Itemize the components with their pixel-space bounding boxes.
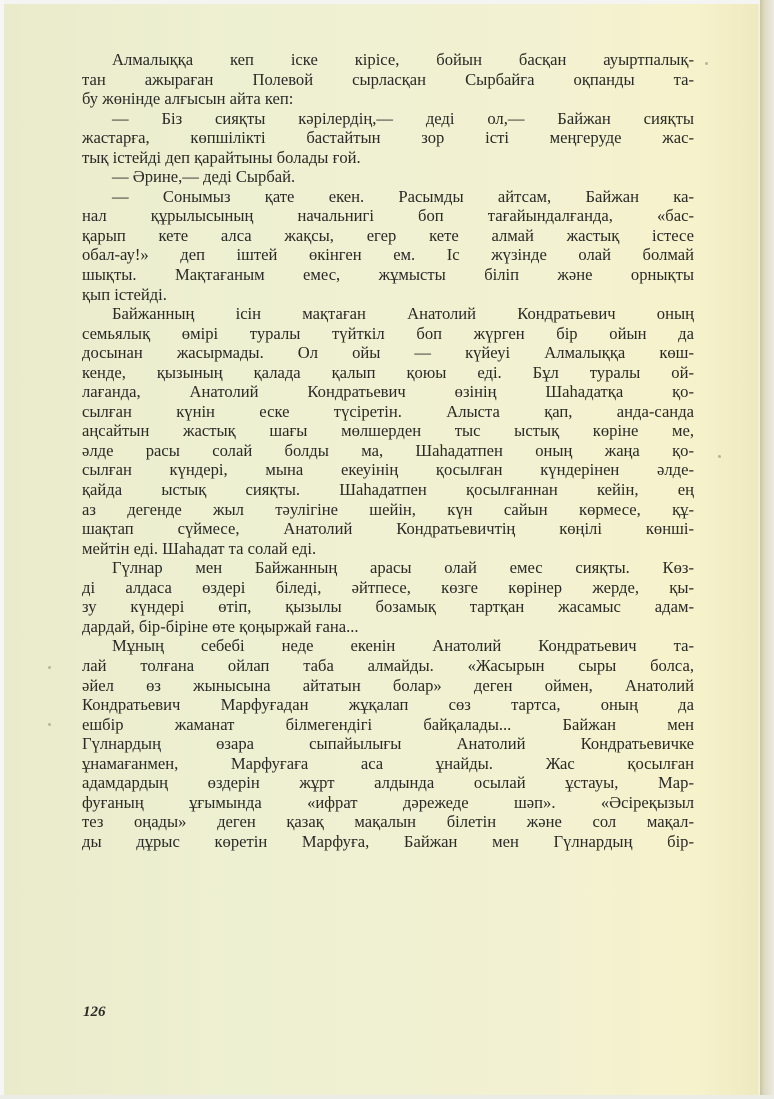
text-line: ды дұрыс көретін Марфуға, Байжан мен Гүлнардың бір- (82, 831, 694, 851)
text-line: — Әрине,— деді Сырбай. (112, 167, 296, 187)
text-line: тез оңады» деген қазақ мақалын білетін және сол мақал- (82, 812, 694, 832)
text-line: Мұның себебі неде екенін Анатолий Кондратьевич та- (112, 636, 694, 656)
text-line: тан ажыраған Полевой сырласқан Сырбайға оқпанды та- (82, 69, 694, 89)
body-text (82, 50, 694, 851)
text-line: лағанда, Анатолий Кондратьевич өзінің Шаһадатқа қо- (82, 382, 694, 402)
text-line: Алмалыққа кеп іске кірісе, бойын басқан ауыртпалық- (112, 50, 694, 69)
paper-speck (705, 62, 708, 65)
scan-border-bottom (0, 1095, 774, 1099)
text-line: — Біз сияқты кәрілердің,— деді ол,— Байжан сияқты (112, 108, 694, 128)
text-line: қайда ыстық сияқты. Шаһадатпен қосылғаннан кейін, ең (82, 480, 694, 500)
text-line: Кондратьевич Марфуғадан жұқалап сөз тартса, оның да (82, 695, 694, 715)
text-line: аңсайтын жастық шағы мөлшерден тыс ыстық көріне ме, (82, 421, 694, 441)
text-line: семьялық өмірі туралы түйткіл боп жүрген бір ойын да (82, 323, 694, 343)
text-line: нал құрылысының начальнигі боп тағайындалғанда, «бас- (82, 206, 694, 226)
scan-border-top (0, 0, 774, 4)
text-line: қып істейді. (82, 284, 167, 304)
text-line: мейтін еді. Шаһадат та солай еді. (82, 538, 317, 558)
text-line: сылған күндері, мына екеуінің қосылған күндерінен әлде- (82, 460, 694, 480)
page-edge-shadow (760, 0, 774, 1099)
scan-border-left (0, 0, 4, 1099)
paper-speck (48, 723, 51, 726)
paper-speck (718, 455, 721, 458)
text-line: шақтап сүймесе, Анатолий Кондратьевичтің көңілі көнші- (82, 519, 694, 539)
text-line: обал-ау!» деп іштей өкінген ем. Іс жүзінде олай болмай (82, 245, 694, 265)
text-line: ұнамағанмен, Марфуғаға аса ұнайды. Жас қосылған (82, 753, 694, 773)
text-line: досынан жасырмады. Ол ойы — күйеуі Алмалыққа көш- (82, 343, 694, 363)
text-line: Гүлнар мен Байжанның арасы олай емес сияқты. Көз- (112, 558, 694, 578)
text-line: қарып кете алса жақсы, егер кете алмай жастық істесе (82, 225, 694, 245)
text-line: — Сонымыз қате екен. Расымды айтсам, Байжан ка- (112, 186, 694, 206)
text-line: лай толғана ойлап таба алмайды. «Жасырын сыры болса, (82, 655, 694, 675)
text-line: аз дегенде жыл тәулігіне шейін, күн сайын көрмесе, құ- (82, 499, 694, 519)
text-line: Байжанның ісін мақтаған Анатолий Кондратьевич оның (112, 304, 694, 324)
text-line: адамдардың өздерін жұрт алдында осылай ұстауы, Мар- (82, 773, 694, 793)
text-line: тық істейді деп қарайтыны болады ғой. (82, 147, 361, 167)
text-line: бу жөнінде алғысын айта кеп: (82, 89, 294, 109)
text-line: дардай, бір-біріне өте қоңыржай ғана... (82, 616, 359, 636)
text-line: ді алдаса өздері біледі, әйтпесе, көзге көрінер жерде, қы- (82, 577, 694, 597)
text-line: Гүлнардың өзара сыпайылығы Анатолий Кондратьевичке (82, 734, 694, 754)
text-line: сылған күнін еске түсіретін. Алыста қап, анда-санда (82, 401, 694, 421)
text-line: жастарға, көпшілікті бастайтын зор істі меңгеруде жас- (82, 128, 694, 148)
text-line: ешбір жаманат білмегендігі байқалады... Байжан мен (82, 714, 694, 734)
text-line: әйел өз жынысына айтатын болар» деген оймен, Анатолий (82, 675, 694, 695)
text-line: фуғаның ұғымында «ифрат дәрежеде шәп». «Әсірeқызыл (82, 792, 694, 812)
text-line: кенде, қызының қалада қалып қоюы еді. Бұл туралы ой- (82, 362, 694, 382)
text-line: зу күндері өтіп, қызылы бозамық тартқан жасамыс адам- (82, 597, 694, 617)
text-line: әлде расы солай болды ма, Шаһадатпен оның жаңа қо- (82, 440, 694, 460)
paper-speck (48, 666, 51, 669)
page-number: 126 (83, 1004, 106, 1020)
text-line: шықты. Мақтағаным емес, жұмысты біліп және орнықты (82, 265, 694, 285)
